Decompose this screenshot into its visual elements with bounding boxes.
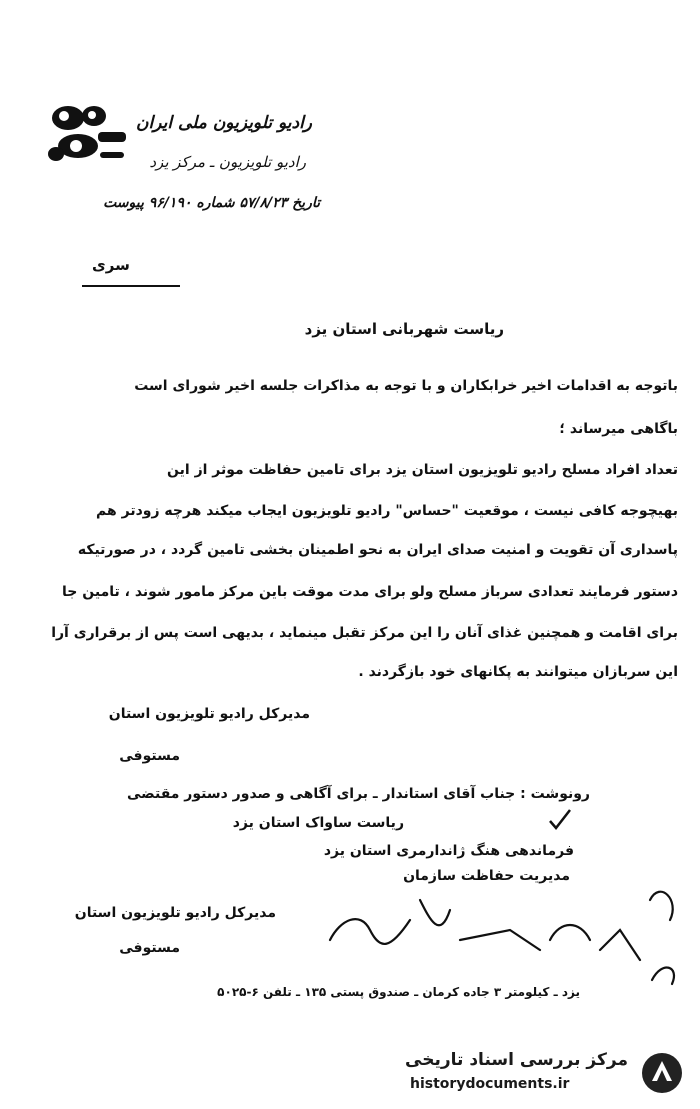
body-line: دستور فرمایند تعدادی سرباز مسلح ولو برای مدت موقت باین مرکز مامور شوند ، تامین جا bbox=[62, 584, 678, 600]
signature-title-2: مدیرکل رادیو تلویزیون استان bbox=[74, 905, 276, 921]
organization-branch: رادیو تلویزیون ـ مرکز یزد bbox=[149, 153, 306, 171]
organization-name: رادیو تلویزیون ملی ایران bbox=[136, 113, 312, 133]
copies-line: رونوشت : جناب آقای استاندار ـ برای آگاهی و صدور دستور مقتضی bbox=[127, 786, 590, 802]
cc-item: ریاست ساواک استان یزد bbox=[232, 815, 404, 831]
cc-item: فرماندهی هنگ ژاندارمری استان یزد bbox=[323, 843, 574, 859]
checkmark-icon bbox=[546, 806, 574, 834]
classification-underline bbox=[82, 285, 180, 287]
body-line: پاسداری آن تقویت و امنیت صدای ایران به نحو اطمینان بخشی تامین گردد ، در صورتیکه bbox=[77, 542, 678, 558]
body-line: باگاهی میرساند ؛ bbox=[559, 421, 678, 437]
body-line: این سربازان میتوانند به پکانهای خود بازگردند . bbox=[358, 664, 678, 680]
date-number-line: تاریخ ۵۷/۸/۲۳ شماره ۹۶/۱۹۰ پیوست bbox=[103, 195, 320, 211]
archive-logo-icon bbox=[640, 1051, 684, 1095]
emblem-logo-icon bbox=[38, 96, 130, 176]
body-line: تعداد افراد مسلح رادیو تلویزیون استان یزد برای تامین حفاظت موثر از این bbox=[167, 462, 678, 478]
signature-name-2: مستوفی bbox=[119, 940, 180, 956]
body-line: برای اقامت و همچنین غذای آنان را این مرکز تقبل مینماید ، بدیهی است پس از برقراری آرا bbox=[51, 625, 678, 641]
watermark-url: historydocuments.ir bbox=[410, 1076, 570, 1092]
body-line: بهیچوجه کافی نیست ، موقعیت "حساس" رادیو تلویزیون ایجاب میکند هرچه زودتر هم bbox=[96, 503, 678, 519]
cc-item: مدیریت حفاظت سازمان bbox=[403, 868, 570, 884]
handwritten-signature-icon bbox=[300, 880, 690, 990]
watermark-text-fa: مرکز بررسی اسناد تاریخی bbox=[405, 1050, 628, 1070]
classification-label: سری bbox=[92, 256, 130, 274]
signature-name-1: مستوفی bbox=[119, 748, 180, 764]
footer-address: یزد ـ کیلومتر ۳ جاده کرمان ـ صندوق پستی ۱۳۵ ـ تلفن ۶-۵۰۲۵ bbox=[217, 985, 580, 999]
body-line: باتوجه به اقدامات اخیر خرابکاران و با توجه به مذاکرات جلسه اخیر شورای است bbox=[134, 378, 678, 394]
addressee: ریاست شهربانی استان یزد bbox=[304, 320, 504, 338]
signature-title-1: مدیرکل رادیو تلویزیون استان bbox=[108, 706, 310, 722]
